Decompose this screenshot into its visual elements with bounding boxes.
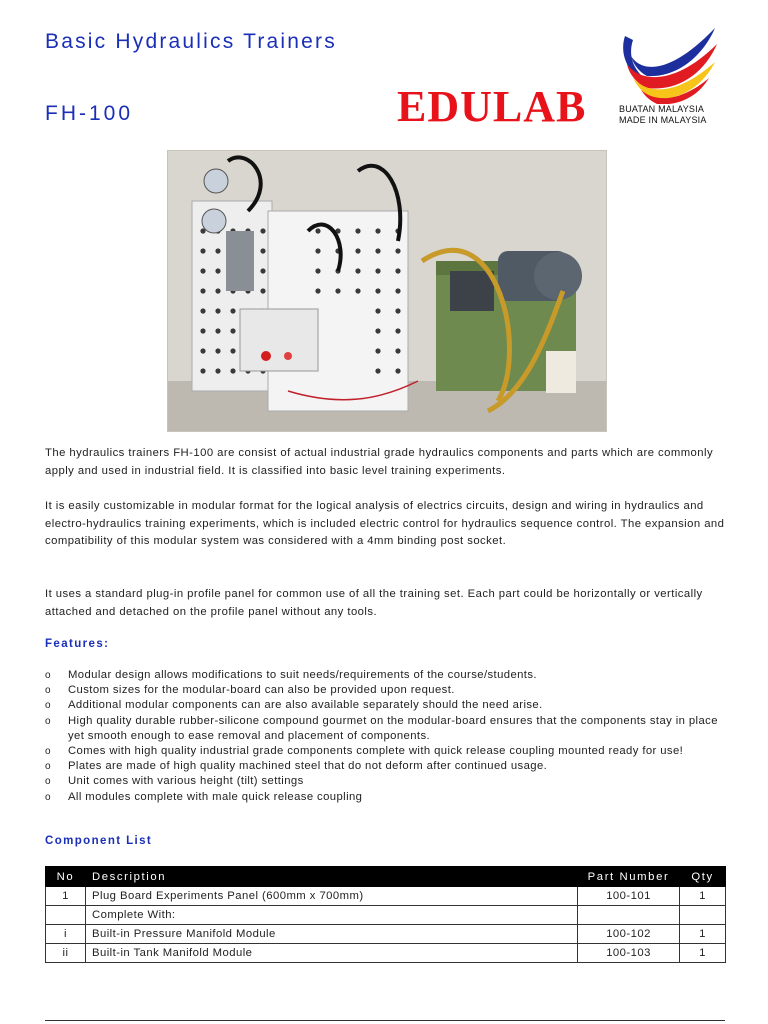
component-list-heading: Component List [45, 835, 153, 847]
cell-part-number [578, 906, 680, 925]
cell-part-number: 100-102 [578, 925, 680, 944]
cell-description: Built-in Pressure Manifold Module [86, 925, 578, 944]
cell-no [46, 906, 86, 925]
table-row [46, 925, 726, 944]
table-header-row [46, 867, 726, 887]
list-item: o Additional modular components can are also available separately should the need arise. [45, 698, 735, 713]
bullet-icon: o [45, 685, 51, 697]
cell-part-number: 100-103 [578, 944, 680, 963]
column-header-no: No [46, 867, 86, 887]
intro-paragraph-2: It is easily customizable in modular format for the logical analysis of electrics circuits, design and wiring in hydraulics and electro-hydraulics training experiments, which is included electric control for hydraulics sequence control. The expansion and compatibility of this modular system was considered with a 4mm binding post socket. [45, 500, 725, 547]
edulab-logo: EDULAB [397, 82, 587, 131]
list-item: o Comes with high quality industrial grade components complete with quick release coupling mounted ready for use! [45, 744, 735, 759]
bullet-icon: o [45, 715, 51, 727]
bullet-icon: o [45, 761, 51, 773]
made-in-malaysia-text [619, 104, 707, 126]
column-header-description: Description [86, 867, 578, 887]
made-in-malaysia-logo-icon [617, 26, 719, 104]
bullet-icon: o [45, 670, 51, 681]
cell-qty [680, 906, 726, 925]
list-item: o Custom sizes for the modular-board can also be provided upon request. [45, 683, 735, 698]
table-row [46, 944, 726, 963]
cell-part-number: 100-101 [578, 887, 680, 906]
column-header-qty: Qty [680, 867, 726, 887]
bullet-icon: o [45, 776, 51, 788]
cell-qty: 1 [680, 944, 726, 963]
features-list [45, 668, 735, 805]
table-row [46, 887, 726, 906]
model-number: FH-100 [45, 102, 134, 125]
bullet-icon: o [45, 700, 51, 712]
list-item: o All modules complete with male quick release coupling [45, 790, 735, 805]
bullet-icon: o [45, 746, 51, 758]
list-item: o Modular design allows modifications to suit needs/requirements of the course/students. [45, 668, 735, 683]
cell-description: Complete With: [86, 906, 578, 925]
made-in-line-2: MADE IN MALAYSIA [619, 115, 707, 125]
cell-no: ii [46, 944, 86, 963]
intro-paragraph-1: The hydraulics trainers FH-100 are consist of actual industrial grade hydraulics components and parts which are commonly apply and used in industrial field. It is classified into basic level training experiments. [45, 447, 714, 477]
cell-qty: 1 [680, 925, 726, 944]
page-title: Basic Hydraulics Trainers [45, 30, 337, 53]
features-heading: Features: [45, 638, 110, 650]
made-in-line-1: BUATAN MALAYSIA [619, 104, 705, 114]
list-item: o Plates are made of high quality machined steel that do not deform after continued usage. [45, 759, 735, 774]
product-photo [167, 150, 607, 432]
intro-paragraph-3: It uses a standard plug-in profile panel for common use of all the training set. Each part could be horizontally or vertically attached and detached on the profile panel without any tools. [45, 588, 703, 618]
list-item: o High quality durable rubber-silicone compound gourmet on the modular-board ensures that the components stay in place yet smooth enough to ease removal and placement of components. [45, 714, 718, 742]
bullet-icon: o [45, 791, 51, 803]
list-item: o Unit comes with various height (tilt) settings [45, 774, 735, 789]
cell-no: 1 [46, 887, 86, 906]
cell-qty: 1 [680, 887, 726, 906]
column-header-part-number: Part Number [578, 867, 680, 887]
cell-description: Built-in Tank Manifold Module [86, 944, 578, 963]
table-row [46, 906, 726, 925]
component-table [45, 866, 726, 963]
cell-description: Plug Board Experiments Panel (600mm x 700mm) [86, 887, 578, 906]
bottom-divider [45, 1020, 725, 1021]
cell-no: i [46, 925, 86, 944]
